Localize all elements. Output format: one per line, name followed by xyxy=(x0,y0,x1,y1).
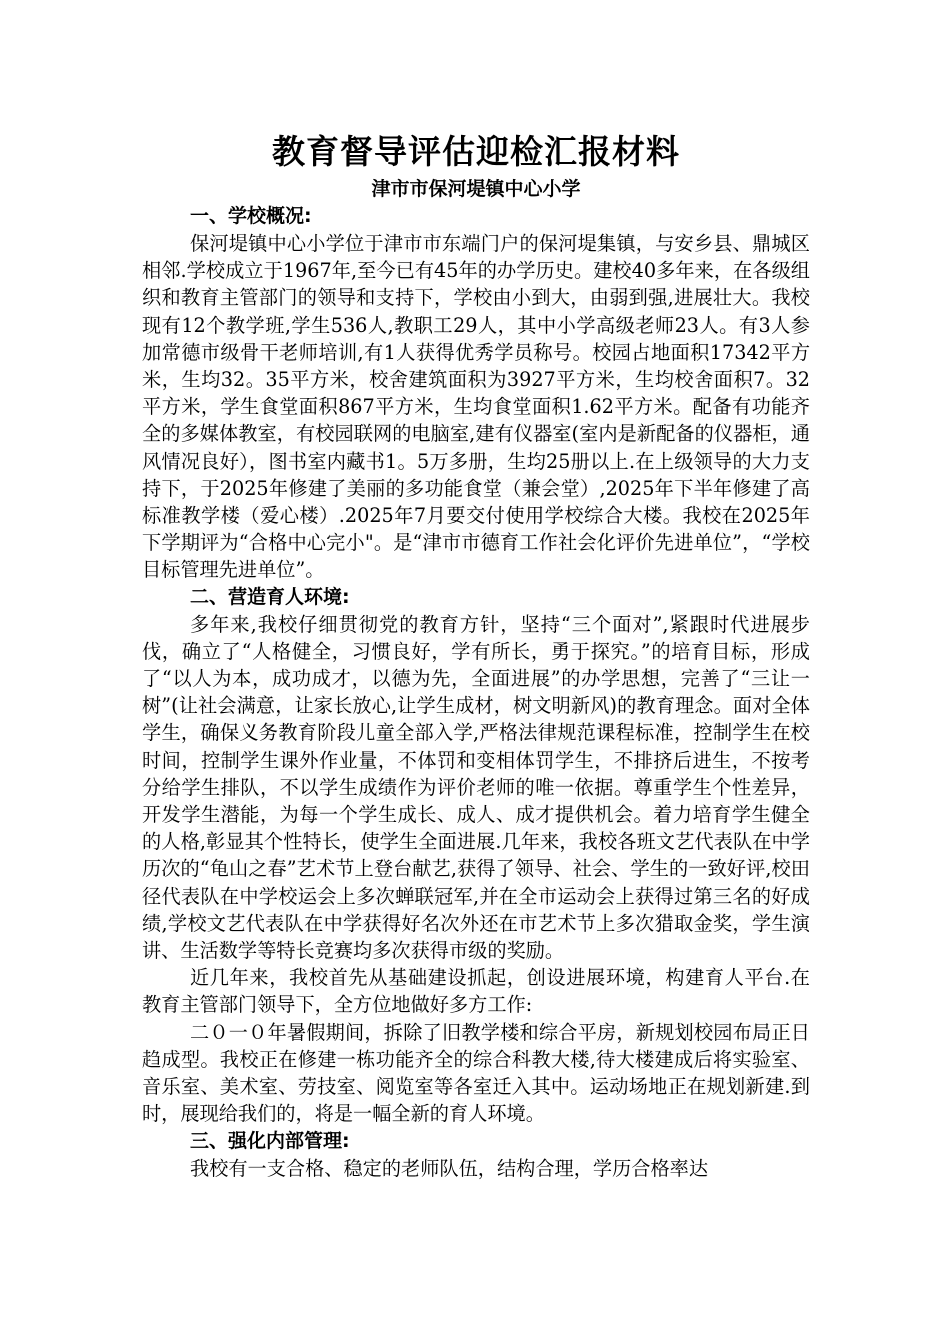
document-subtitle: 津市市保河堤镇中心小学 xyxy=(371,178,581,200)
section-heading: 一、学校概况: xyxy=(190,205,312,227)
paragraph: 近几年来，我校首先从基础建设抓起，创设进展环境，构建育人平台.在教育主管部门领导下，全方位地做好多方工作: xyxy=(142,966,810,1017)
section-internal-management xyxy=(142,1128,810,1182)
paragraph: 多年来,我校仔细贯彻党的教育方针，坚持“三个面对”,紧跟时代进展步伐，确立了“人格健全，习惯良好，学有所长，勇于探究。”的培育目标，形成了“以人为本，成功成才，以德为先，全面进展”的办学思想，完善了“三让一树”(让社会满意，让家长放心,让学生成材，树文明新风)的教育理念。面对全体学生，确保义务教育阶段儿童全部入学,严格法律规范课程标准，控制学生在校时间，控制学生课外作业量，不体罚和变相体罚学生，不排挤后进生，不按考分给学生排队，不以学生成绩作为评价老师的唯一依据。尊重学生个性差异，开发学生潜能，为每一个学生成长、成人、成才提供机会。着力培育学生健全的人格,彰显其个性特长，使学生全面进展.几年来，我校各班文艺代表队在中学历次的“龟山之春”艺术节上登台献艺,获得了领导、社会、学生的一致好评,校田径代表队在中学校运会上多次蝉联冠军,并在全市运动会上获得过第三名的好成绩,学校文艺代表队在中学获得好名次外还在市艺术节上多次猎取金奖，学生演讲、生活数学等特长竞赛均多次获得市级的奖励。 xyxy=(142,612,810,963)
section-education-environment xyxy=(142,584,810,1128)
section-school-overview xyxy=(142,203,810,584)
section-heading: 三、强化内部管理: xyxy=(190,1129,350,1152)
document-page xyxy=(142,128,810,1182)
section-heading: 二、营造育人环境: xyxy=(190,585,350,608)
paragraph: 我校有一支合格、稳定的老师队伍，结构合理，学历合格率达 xyxy=(190,1156,709,1180)
paragraph: 二０一０年暑假期间，拆除了旧教学楼和综合平房，新规划校园布局正日趋成型。我校正在修建一栋功能齐全的综合科教大楼,待大楼建成后将实验室、音乐室、美术室、劳技室、阅览室等各室迁入其中。运动场地正在规划新建.到时，展现给我们的，将是一幅全新的育人环境。 xyxy=(142,1020,810,1126)
paragraph: 保河堤镇中心小学位于津市市东端门户的保河堤集镇，与安乡县、鼎城区相邻.学校成立于1967年,至今已有45年的办学历史。建校40多年来，在各级组织和教育主管部门的领导和支持下，学校由小到大，由弱到强,进展壮大。我校现有12个教学班,学生536人,教职工29人，其中小学高级老师23人。有3人参加常德市级骨干老师培训,有1人获得优秀学员称号。校园占地面积17342平方米，生均32。35平方米，校舍建筑面积为3927平方米，生均校舍面积7。32平方米，学生食堂面积867平方米，生均食堂面积1.62平方米。配备有功能齐全的多媒体教室，有校园联网的电脑室,建有仪器室(室内是新配备的仪器柜，通风情况良好），图书室内藏书1。5万多册，生均25册以上.在上级领导的大力支持下，于2025年修建了美丽的多功能食堂（兼会堂）,2025年下半年修建了高标准教学楼（爱心楼）.2025年7月要交付使用学校综合大楼。我校在2025年下学期评为“合格中心完小"。是“津市市德育工作社会化评价先进单位”，“学校目标管理先进单位”。 xyxy=(142,232,810,582)
document-title: 教育督导评估迎检汇报材料 xyxy=(272,132,680,171)
